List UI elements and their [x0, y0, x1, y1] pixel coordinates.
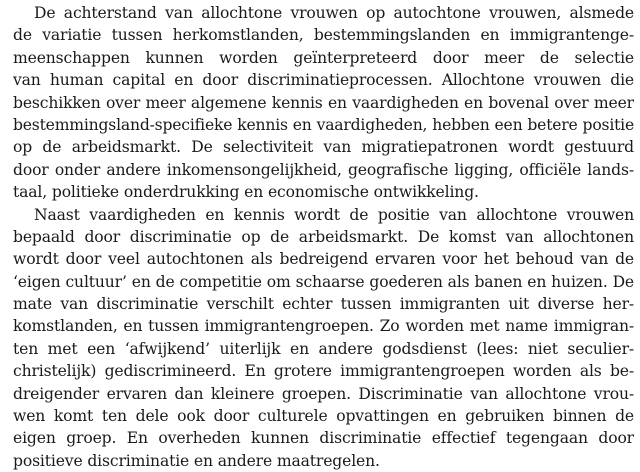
text-line: ten met een ‘afwijkend’ uiterlijk en andere godsdienst (lees: niet seculier- — [13, 339, 634, 358]
text-line: dreigender ervaren dan kleinere groepen. Discriminatie van allochtone vrou- — [13, 384, 634, 403]
text-line: van human capital en door discriminatieprocessen. Allochtone vrouwen die — [13, 71, 634, 90]
text-line: Naast vaardigheden en kennis wordt de positie van allochtone vrouwen — [34, 205, 634, 224]
paragraph-2 — [13, 204, 634, 472]
text-line: wen komt ten dele ook door culturele opvattingen en gebruiken binnen de — [13, 407, 634, 426]
text-line: komstlanden, en tussen immigrantengroepen. Zo worden met name immigran- — [13, 317, 634, 336]
text-line: de variatie tussen herkomstlanden, bestemmingslanden en immigrantenge- — [13, 26, 634, 45]
text-line: christelijk) gediscrimineerd. En grotere immigrantengroepen worden als be- — [13, 362, 634, 381]
text-line: taal, politieke onderdrukking en economische ontwikkeling. — [13, 183, 479, 202]
text-line: beschikken over meer algemene kennis en vaardigheden en bovenal over meer — [13, 93, 634, 112]
text-line: wordt door veel autochtonen als bedreigend ervaren voor het behoud van de — [13, 250, 634, 269]
text-line: door onder andere inkomensongelijkheid, geografische ligging, officiële lands- — [13, 160, 634, 179]
text-line: eigen groep. En overheden kunnen discriminatie effectief tegengaan door — [13, 429, 634, 448]
text-line: De achterstand van allochtone vrouwen op autochtone vrouwen, alsmede — [34, 4, 634, 22]
text-line: meenschappen kunnen worden geïnterpreteerd door meer de selectie — [13, 48, 634, 67]
paragraph-1 — [13, 2, 634, 204]
text-line: bepaald door discriminatie op de arbeidsmarkt. De komst van allochtonen — [13, 227, 634, 246]
text-line: bestemmingsland-specifieke kennis en vaardigheden, hebben een betere positie — [13, 115, 634, 134]
text-line: op de arbeidsmarkt. De selectiviteit van migratiepatronen wordt gestuurd — [13, 138, 634, 157]
text-line: mate van discriminatie verschilt echter tussen immigranten uit diverse her- — [13, 295, 634, 314]
text-line: positieve discriminatie en andere maatregelen. — [13, 451, 380, 470]
text-line: ‘eigen cultuur’ en de competitie om schaarse goederen als banen en huizen. De — [13, 272, 634, 291]
